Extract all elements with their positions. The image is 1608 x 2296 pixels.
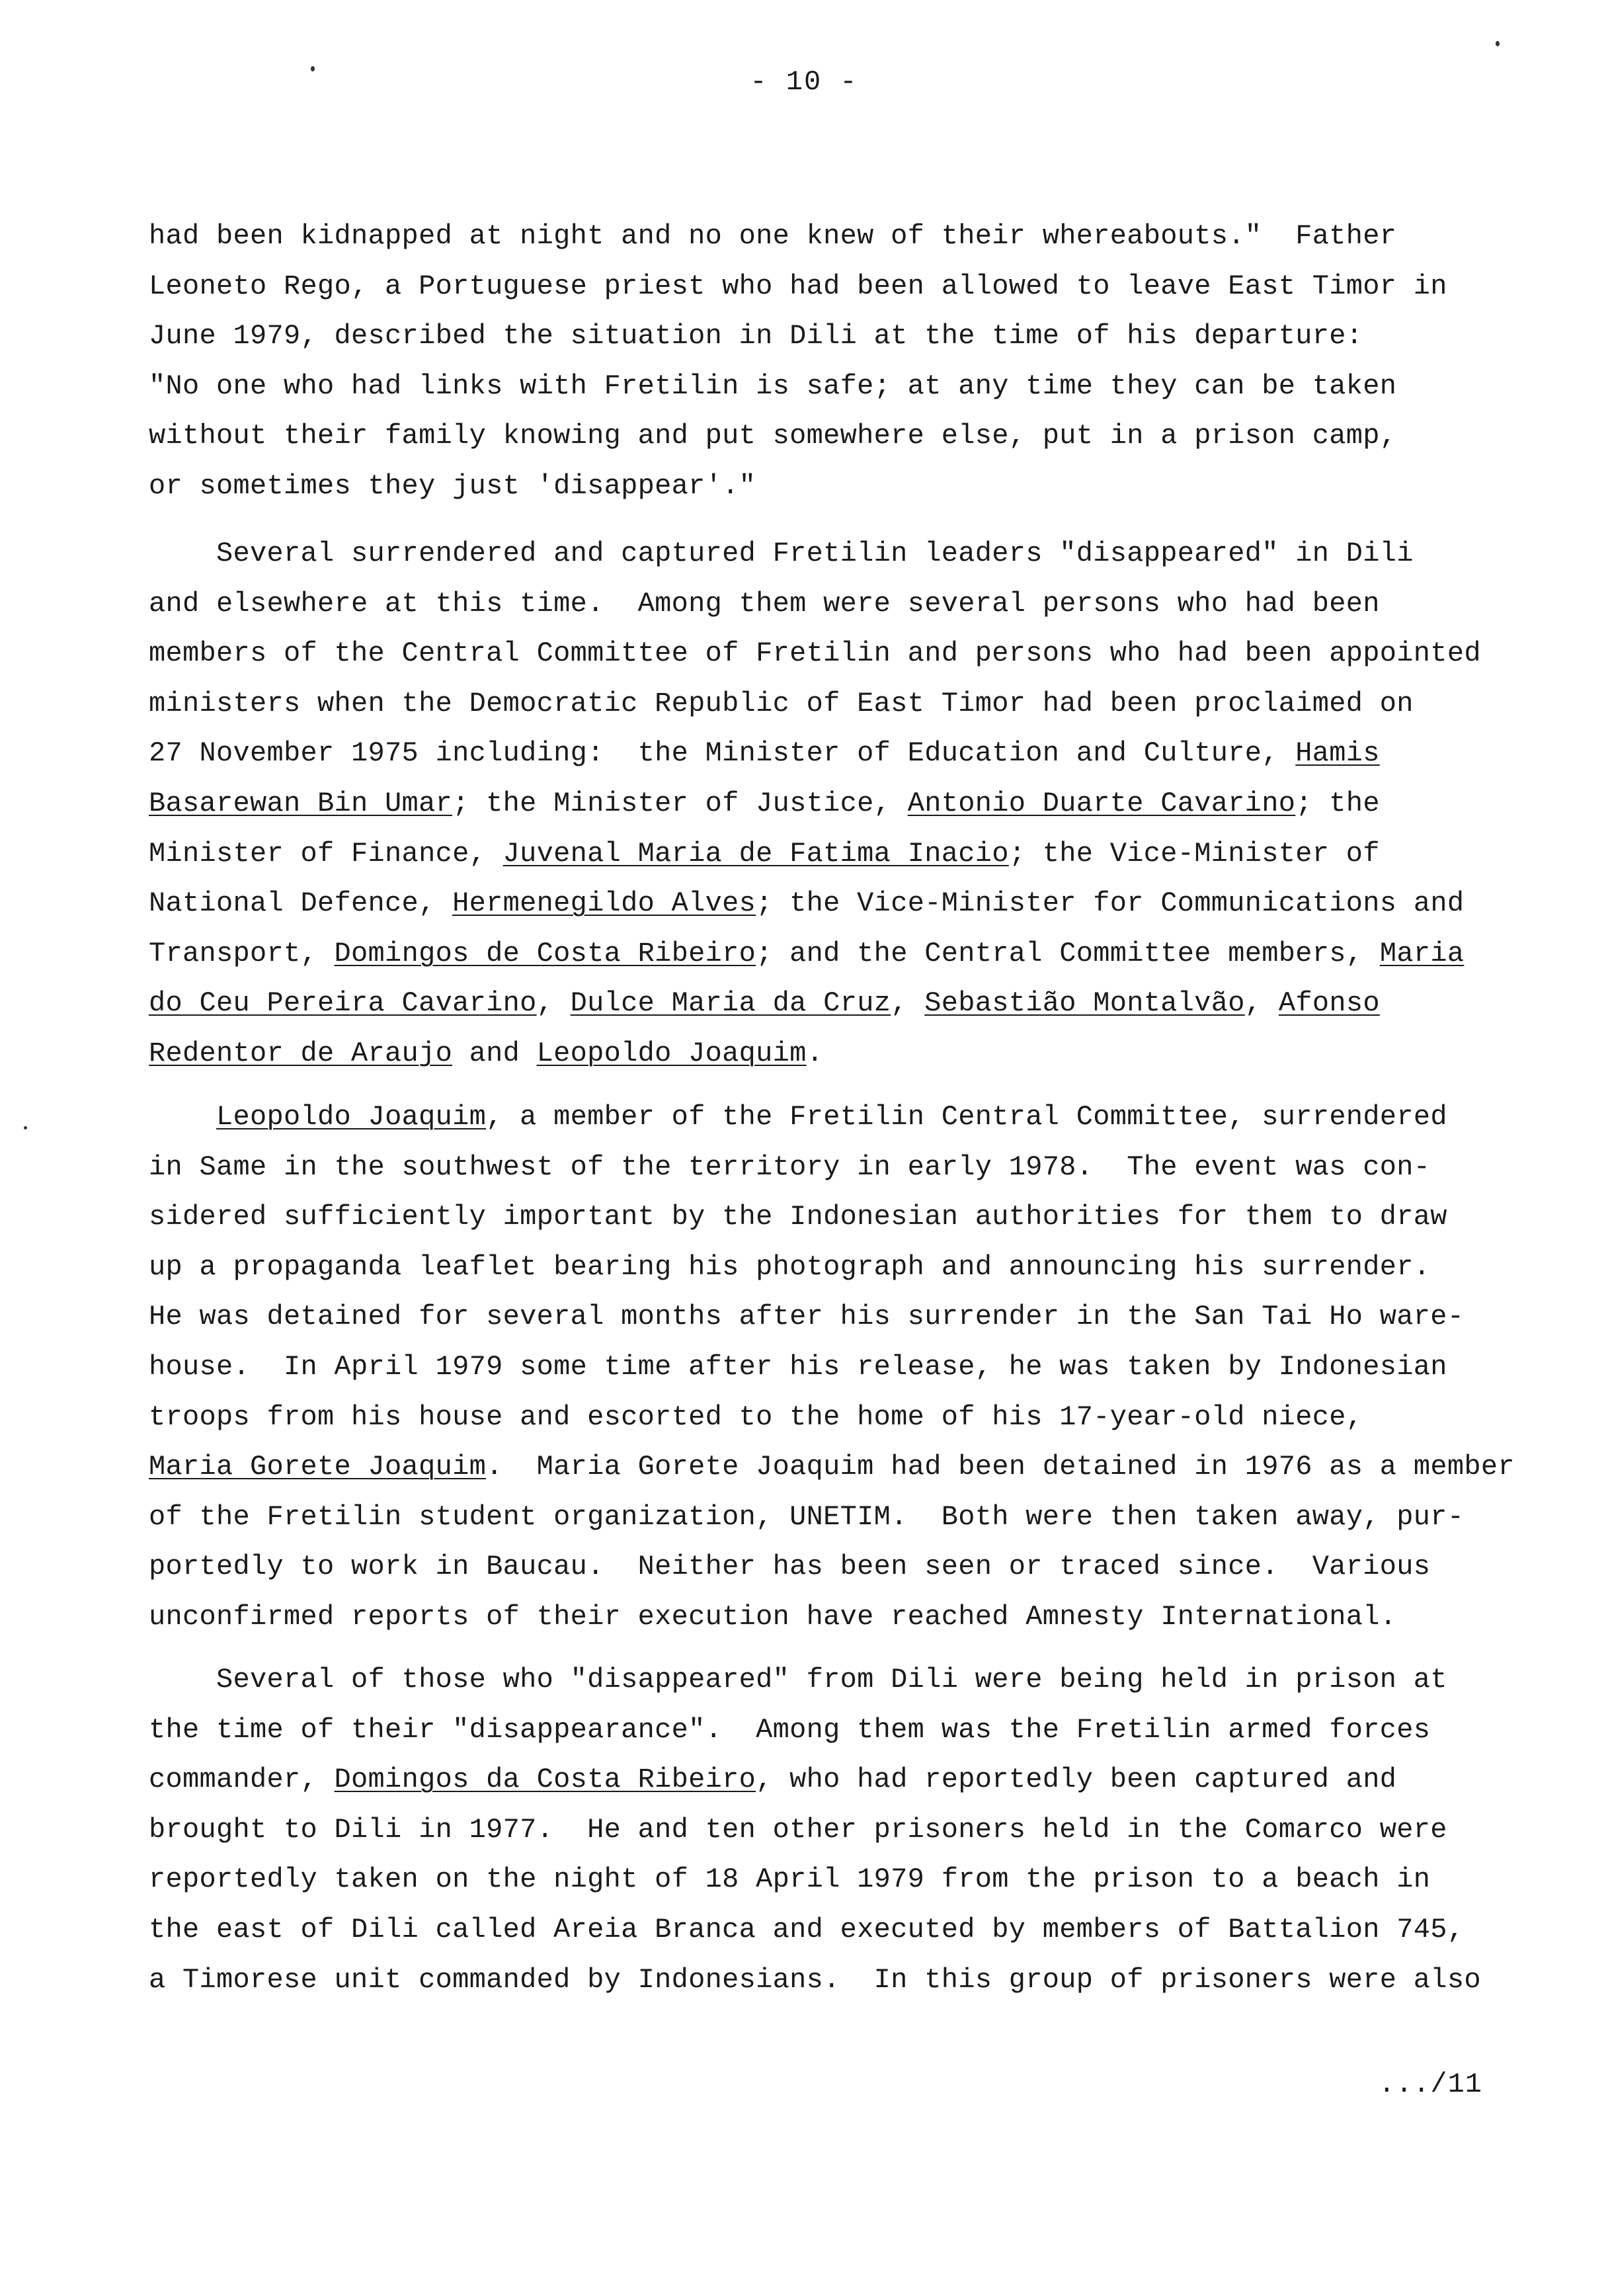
text-line: troops from his house and escorted to the home of his 17-year-old niece, (149, 1401, 1363, 1433)
text-line: and elsewhere at this time. Among them were several persons who had been (149, 587, 1380, 620)
text-line: Several of those who "disappeared" from Dili were being held in prison at (149, 1664, 1447, 1696)
text-line: "No one who had links with Fretilin is safe; at any time they can be taken (149, 370, 1397, 402)
text-line: or sometimes they just 'disappear'." (149, 470, 756, 502)
underlined-name: Domingos de Costa Ribeiro (334, 937, 756, 969)
text-line (149, 929, 1544, 979)
text-line (149, 979, 1544, 1029)
text-line: sidered sufficiently important by the Indonesian authorities for them to draw (149, 1201, 1447, 1233)
text-run: ; the Vice-Minister of (1008, 837, 1380, 870)
continuation-marker: .../11 (1378, 2069, 1482, 2100)
scan-speck (1496, 41, 1500, 46)
underlined-name: Sebastião Montalvão (924, 987, 1245, 1020)
text-line (149, 1755, 1544, 1805)
text-line: house. In April 1979 some time after his release, he was taken by Indonesian (149, 1350, 1447, 1383)
text-line (149, 879, 1544, 929)
text-run: ; the (1295, 787, 1380, 819)
text-line: in Same in the southwest of the territory in early 1978. The event was con- (149, 1151, 1431, 1183)
paragraph-1 (149, 212, 1544, 512)
underlined-name: Hamis (1295, 737, 1380, 770)
text-run: commander, (149, 1764, 335, 1796)
paragraph-2 (149, 529, 1544, 1079)
paragraph-4 (149, 1655, 1544, 2005)
text-run: , who had reportedly been captured and (756, 1764, 1397, 1796)
underlined-name: Hermenegildo Alves (452, 887, 756, 920)
text-run: Transport, (149, 937, 335, 969)
underlined-name: Dulce Maria da Cruz (570, 987, 891, 1020)
text-line: the time of their "disappearance". Among them was the Fretilin armed forces (149, 1713, 1431, 1746)
text-line: had been kidnapped at night and no one knew of their whereabouts." Father (149, 220, 1397, 252)
underlined-name: Afonso (1278, 987, 1380, 1020)
text-line (149, 829, 1544, 880)
text-run: . Maria Gorete Joaquim had been detained in 1976 as a member (486, 1451, 1515, 1483)
text-line (149, 1092, 1544, 1143)
text-line: Several surrendered and captured Fretilin leaders "disappeared" in Dili (149, 538, 1414, 569)
text-line: ministers when the Democratic Republic of East Timor had been proclaimed on (149, 687, 1414, 719)
text-line: the east of Dili called Areia Branca and executed by members of Battalion 745, (149, 1913, 1465, 1946)
text-run: Minister of Finance, (149, 837, 503, 870)
underlined-name: Leopoldo Joaquim (216, 1101, 487, 1133)
underlined-name: Basarewan Bin Umar (149, 787, 453, 819)
scan-speck (24, 1126, 27, 1129)
text-line (149, 779, 1544, 829)
text-line: He was detained for several months after his surrender in the San Tai Ho ware- (149, 1301, 1465, 1333)
text-line: without their family knowing and put somewhere else, put in a prison camp, (149, 420, 1397, 452)
text-run (149, 1101, 216, 1133)
text-run: and (452, 1037, 537, 1069)
text-line: unconfirmed reports of their execution have reached Amnesty International. (149, 1600, 1397, 1633)
text-run: ; the Vice-Minister for Communications and (756, 887, 1465, 920)
text-run: , a member of the Fretilin Central Committee, surrendered (486, 1101, 1447, 1133)
underlined-name: do Ceu Pereira Cavarino (149, 987, 537, 1020)
underlined-name: Juvenal Maria de Fatima Inacio (502, 837, 1009, 870)
text-line: brought to Dili in 1977. He and ten other prisoners held in the Comarco were (149, 1813, 1447, 1846)
underlined-name: Domingos da Costa Ribeiro (334, 1764, 756, 1796)
underlined-name: Maria Gorete Joaquim (149, 1451, 487, 1483)
underlined-name: Maria (1379, 937, 1465, 969)
text-run: ; and the Central Committee members, (756, 937, 1380, 969)
text-line (149, 1442, 1544, 1493)
text-line (149, 729, 1544, 779)
text-run: , (536, 987, 571, 1020)
text-line: members of the Central Committee of Fretilin and persons who had been appointed (149, 637, 1481, 670)
underlined-name: Antonio Duarte Cavarino (907, 787, 1296, 819)
text-run: , (891, 987, 925, 1020)
text-run: ; the Minister of Justice, (452, 787, 908, 819)
page-number: - 10 - (750, 66, 858, 98)
text-run: . (806, 1037, 824, 1069)
text-run: National Defence, (149, 887, 453, 920)
paragraph-3 (149, 1092, 1544, 1643)
text-line (149, 1029, 1544, 1079)
text-run: , (1244, 987, 1279, 1020)
text-run: 27 November 1975 including: the Minister of Education and Culture, (149, 737, 1296, 770)
text-line: a Timorese unit commanded by Indonesians. In this group of prisoners were also (149, 1963, 1481, 1996)
text-line: portedly to work in Baucau. Neither has been seen or traced since. Various (149, 1551, 1431, 1583)
text-line: reportedly taken on the night of 18 April 1979 from the prison to a beach in (149, 1864, 1431, 1896)
underlined-name: Redentor de Araujo (149, 1037, 453, 1069)
text-line: June 1979, described the situation in Dili at the time of his departure: (149, 320, 1363, 352)
text-line: up a propaganda leaflet bearing his photograph and announcing his surrender. (149, 1250, 1431, 1283)
text-line: Leoneto Rego, a Portuguese priest who had been allowed to leave East Timor in (149, 270, 1447, 302)
text-line: of the Fretilin student organization, UNETIM. Both were then taken away, pur- (149, 1500, 1465, 1533)
underlined-name: Leopoldo Joaquim (536, 1037, 807, 1069)
